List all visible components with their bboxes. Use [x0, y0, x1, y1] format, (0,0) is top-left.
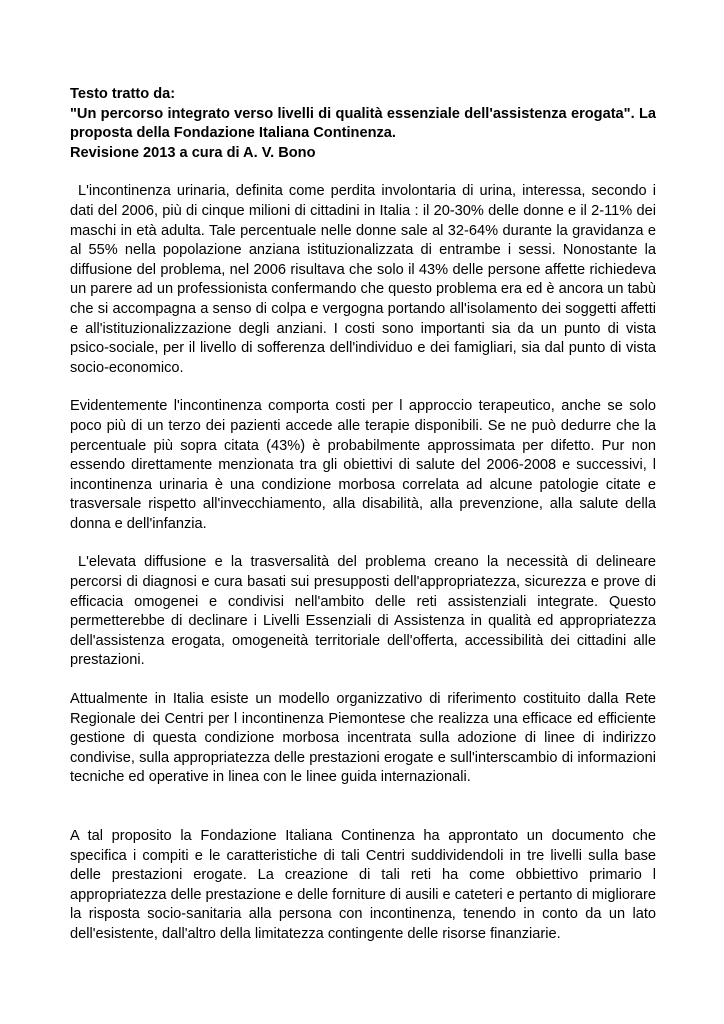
paragraph-3: L'elevata diffusione e la trasversalità del problema creano la necessità di delineare percorsi di diagnosi e cura basati sui presupposti dell'appropriatezza, sicurezza e prove di efficacia omogenei e condivisi nell'ambito delle reti assistenziali integrate. Questo permetterebbe di declinare i Livelli Essenziali di Assistenza in qualità ed appropriatezza dell'assistenza erogata, omogeneità territoriale dell'offerta, accessibilità dei cittadini alle prestazioni.	[70, 554, 656, 669]
revision-line: Revisione 2013 a cura di A. V. Bono	[70, 144, 316, 161]
paragraph-4: Attualmente in Italia esiste un modello organizzativo di riferimento costituito dalla Rete Regionale dei Centri per l incontinenza Piemontese che realizza una efficace ed efficiente gestione di questa condizione morbosa incentrata sulla adozione di linee di indirizzo condivise, sulla appropriatezza delle prestazioni erogate e sull'interscambio di informazioni tecniche ed operative in linea con le linee guida internazionali.	[70, 691, 656, 786]
source-title: "Un percorso integrato verso livelli di qualità essenziale dell'assistenza erogata". La proposta della Fondazione Italiana Continenza.	[70, 105, 656, 142]
document-heading	[70, 85, 656, 163]
paragraph-1: L'incontinenza urinaria, definita come perdita involontaria di urina, interessa, secondo i dati del 2006, più di cinque milioni di cittadini in Italia : il 20-30% delle donne e il 2-11% dei maschi in età adulta. Tale percentuale nelle donne sale al 32-64% durante la gravidanza e al 55% nella popolazione anziana istituzionalizzata di entrambe i sessi. Nonostante la diffusione del problema, nel 2006 risultava che solo il 43% delle persone affette richiedeva un parere ad un professionista confermando che questo problema era ed è ancora un tabù che si accompagna a senso di colpa e vergogna portando all'isolamento dei soggetti affetti e all'istituzionalizzazione degli anziani. I costi sono importanti sia da un punto di vista psico-sociale, per il livello di sofferenza dell'individuo e dei famigliari, sia dal punto di vista socio-economico.	[70, 183, 656, 376]
source-label: Testo tratto da:	[70, 86, 176, 102]
document-page	[70, 85, 656, 945]
paragraph-2: Evidentemente l'incontinenza comporta costi per l approccio terapeutico, anche se solo poco più di un terzo dei pazienti accede alle terapie disponibili. Se ne può dedurre che la percentuale più sopra citata (43%) è probabilmente approssimata per difetto. Pur non essendo direttamente menzionata tra gli obiettivi di salute del 2006-2008 e successivi, l incontinenza urinaria è una condizione morbosa correlata ad alcune patologie citate e trasversale rispetto all'invecchiamento, alla disabilità, alla prevenzione, alla salute della donna e dell'infanzia.	[70, 398, 656, 532]
paragraph-5: A tal proposito la Fondazione Italiana Continenza ha approntato un documento che specifica i compiti e le caratteristiche di tali Centri suddividendoli in tre livelli sulla base delle prestazioni erogate. La creazione di tali reti ha come obbiettivo primario l appropriatezza delle prestazione e delle forniture di ausili e cateteri e pertanto di migliorare la risposta socio-sanitaria alla persona con incontinenza, tenendo in conto da un lato dell'esistente, dall'altro della limitatezza contingente delle risorse finanziarie.	[70, 828, 656, 942]
